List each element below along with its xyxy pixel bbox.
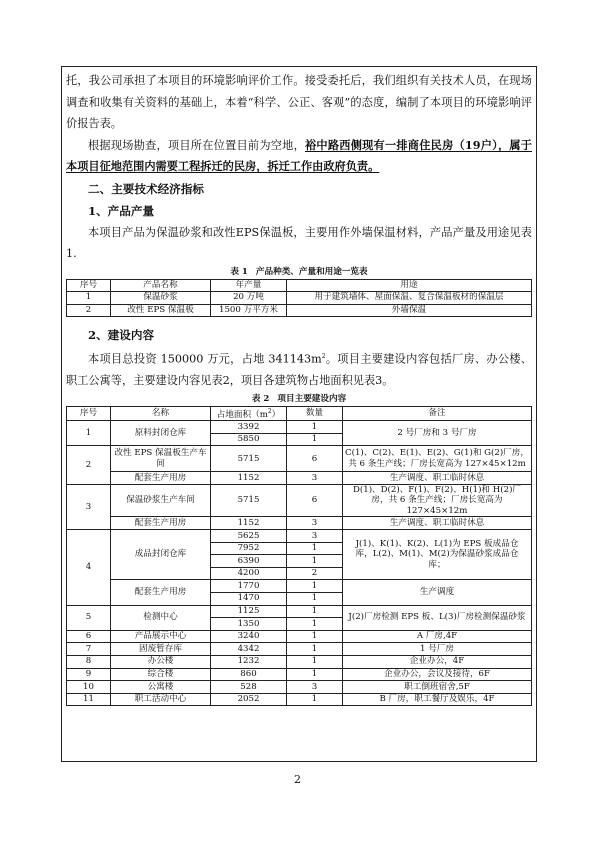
construction-table: [66, 406, 532, 707]
table-cell: 1152: [211, 472, 287, 485]
table-cell: 1: [287, 655, 343, 668]
table-cell: B 厂房，职工餐厅及娱乐，4F: [343, 693, 532, 706]
paragraph-intro: 托，我公司承担了本项目的环境影响评价工作。接受委托后，我们组织有关技术人员，在现场调查和收集有关资料的基础上，本着“科学、公正、客观”的态度，编制了本项目的环境影响评价报告表。: [66, 74, 532, 130]
table-cell: 1: [287, 421, 343, 434]
table-cell: 1232: [211, 655, 287, 668]
table-cell: 1: [287, 605, 343, 618]
product-table: [66, 279, 532, 318]
table-row: [67, 446, 532, 472]
paragraph-investment: 本项目总投资 150000 万元，占地 $341143m^2$。项目主要建设内容包括厂房、办公楼、职工公寓等，主要建设内容见表2，项目各建筑物占地面积见表3。: [66, 352, 532, 388]
table-header: 备注: [343, 406, 532, 420]
paragraph-products: 本项目产品为保温砂浆和改性EPS保温板，主要用作外墙保温材料，产品产量及用途见表1.: [66, 225, 532, 260]
table-row: [67, 580, 532, 593]
subheading-product-output: 1、产品产量: [88, 203, 155, 218]
table2-caption: 表 2 项目主要建设内容: [251, 393, 347, 404]
table-cell: 5850: [211, 433, 287, 446]
table-cell: 办公楼: [111, 655, 211, 668]
table-row: [67, 517, 532, 530]
table-header: 数量: [287, 406, 343, 420]
table-cell: 企业办公，4F: [343, 655, 532, 668]
table-cell: 生产调度: [343, 580, 532, 605]
table-cell: 配套生产用房: [111, 580, 211, 605]
table-header: 年产量: [211, 279, 287, 292]
table-cell: 3392: [211, 421, 287, 434]
table-header-row: [67, 406, 532, 420]
table-cell: A 厂房,4F: [343, 630, 532, 643]
table-cell: 1: [287, 542, 343, 555]
table-cell: 1125: [211, 605, 287, 618]
document-body: [66, 70, 532, 706]
table1-caption: 表 1 产品种类、产量和用途一览表: [230, 266, 368, 277]
table-cell: 1770: [211, 580, 287, 593]
table-cell: 2: [287, 567, 343, 580]
table-row: [67, 472, 532, 485]
table-cell: 5625: [211, 529, 287, 542]
table-cell: 3: [287, 681, 343, 694]
table-header-row: [67, 279, 532, 292]
section-heading-tech-indicators: 二、主要技术经济指标: [88, 181, 204, 196]
table-cell: 3: [287, 529, 343, 542]
table-cell: 生产调度、职工临时休息: [343, 472, 532, 485]
table-cell: 改性 EPS 保温板: [111, 304, 211, 317]
table-cell: 2: [67, 446, 111, 485]
table-cell: 1152: [211, 517, 287, 530]
table-cell: 4200: [211, 567, 287, 580]
table-header: 占地面积$(m^2)$: [211, 406, 287, 420]
table-cell: 检测中心: [111, 605, 211, 630]
table-cell: 生产调度、职工临时休息: [343, 517, 532, 530]
table-cell: D(1)、D(2)、F(1)、F(2)、H(1)和 H(2)厂房，共 6 条生产线；厂房长宽高为 127×45×12m: [343, 484, 532, 517]
table-cell: 2 号厂房和 3 号厂房: [343, 421, 532, 446]
table-row: [67, 292, 532, 305]
table-cell: 6390: [211, 555, 287, 568]
table-cell: 5715: [211, 446, 287, 472]
table-cell: 1: [287, 668, 343, 681]
table-cell: 1: [287, 643, 343, 656]
table-cell: 保温砂浆: [111, 292, 211, 305]
table-cell: 4342: [211, 643, 287, 656]
table-row: [67, 681, 532, 694]
table-row: [67, 529, 532, 542]
table-cell: 1350: [211, 618, 287, 631]
table-header: 序号: [67, 406, 111, 420]
table-cell: 用于建筑墙体、屋面保温、复合保温板材的保温层: [287, 292, 532, 305]
table-cell: 9: [67, 668, 111, 681]
table-cell: 1: [287, 580, 343, 593]
table-cell: 职工倒班宿舍,5F: [343, 681, 532, 694]
subheading-construction: 2、建设内容: [88, 328, 155, 342]
table-row: [67, 304, 532, 317]
table-cell: 配套生产用房: [111, 517, 211, 530]
table-cell: 11: [67, 693, 111, 706]
table-cell: 1: [287, 630, 343, 643]
table-cell: 3: [287, 517, 343, 530]
table-cell: 成品封闭仓库: [111, 529, 211, 579]
paragraph-site-survey: 根据现场勘查，项目所在位置目前为空地，裕中路西侧现有一排商住民房（19户），属于本项目征地范围内需要工程拆迁的民房，拆迁工作由政府负责。: [66, 137, 532, 173]
table-cell: 固废暂存库: [111, 643, 211, 656]
table-cell: 7952: [211, 542, 287, 555]
table-cell: 配套生产用房: [111, 472, 211, 485]
table-cell: 6: [287, 484, 343, 517]
table-cell: 3240: [211, 630, 287, 643]
table-cell: 2: [67, 304, 111, 317]
table-cell: 1: [67, 292, 111, 305]
table-cell: 7: [67, 643, 111, 656]
demolition-note: 裕中路西侧现有一排商住民房（19户），属于本项目征地范围内需要工程拆迁的民房，拆迁工作由政府负责。: [66, 137, 532, 173]
table-cell: 综合楼: [111, 668, 211, 681]
table-cell: 2052: [211, 693, 287, 706]
table-header: 产品名称: [111, 279, 211, 292]
table-cell: 1: [67, 421, 111, 446]
table-cell: 10: [67, 681, 111, 694]
table-row: [67, 643, 532, 656]
table-header: 用途: [287, 279, 532, 292]
table-cell: 4: [67, 529, 111, 605]
table-row: [67, 693, 532, 706]
table-row: [67, 484, 532, 517]
table-cell: 企业办公，会议及接待，6F: [343, 668, 532, 681]
table-cell: 3: [67, 484, 111, 529]
page-number: 2: [294, 773, 301, 786]
table-cell: 20 万吨: [211, 292, 287, 305]
table-cell: 职工活动中心: [111, 693, 211, 706]
table-cell: 原料封闭仓库: [111, 421, 211, 446]
table-cell: 1: [287, 555, 343, 568]
table-cell: 3: [287, 472, 343, 485]
table-row: [67, 630, 532, 643]
table-cell: 公寓楼: [111, 681, 211, 694]
table-cell: 8: [67, 655, 111, 668]
table-cell: 保温砂浆生产车间: [111, 484, 211, 517]
table-cell: 外墙保温: [287, 304, 532, 317]
table-header: 名称: [111, 406, 211, 420]
table-cell: 6: [67, 630, 111, 643]
table-row: [67, 668, 532, 681]
table-cell: 1: [287, 433, 343, 446]
table-row: [67, 655, 532, 668]
table-cell: 860: [211, 668, 287, 681]
table-row: [67, 421, 532, 434]
table-cell: J(2)厂房检测 EPS 板、L(3)厂房检测保温砂浆: [343, 605, 532, 630]
table-cell: 改性 EPS 保温板生产车间: [111, 446, 211, 472]
table-cell: 产品展示中心: [111, 630, 211, 643]
table-cell: 5715: [211, 484, 287, 517]
table-row: [67, 605, 532, 618]
table-cell: C(1)、C(2)、E(1)、E(2)、G(1)和 G(2)厂房，共 6 条生产线；厂房长宽高为 127×45×12m: [343, 446, 532, 472]
table-cell: 1: [287, 618, 343, 631]
table-cell: J(1)、K(1)、K(2)、L(1)为 EPS 板成品仓库，L(2)、M(1)、M(2)为保温砂浆成品仓库；: [343, 529, 532, 579]
table-cell: 528: [211, 681, 287, 694]
table-cell: 5: [67, 605, 111, 630]
table-cell: 1 号厂房: [343, 643, 532, 656]
table-cell: 6: [287, 446, 343, 472]
table-cell: 1470: [211, 592, 287, 605]
table-cell: 1: [287, 592, 343, 605]
table-cell: 1500 万平方米: [211, 304, 287, 317]
table-cell: 1: [287, 693, 343, 706]
table-header: 序号: [67, 279, 111, 292]
